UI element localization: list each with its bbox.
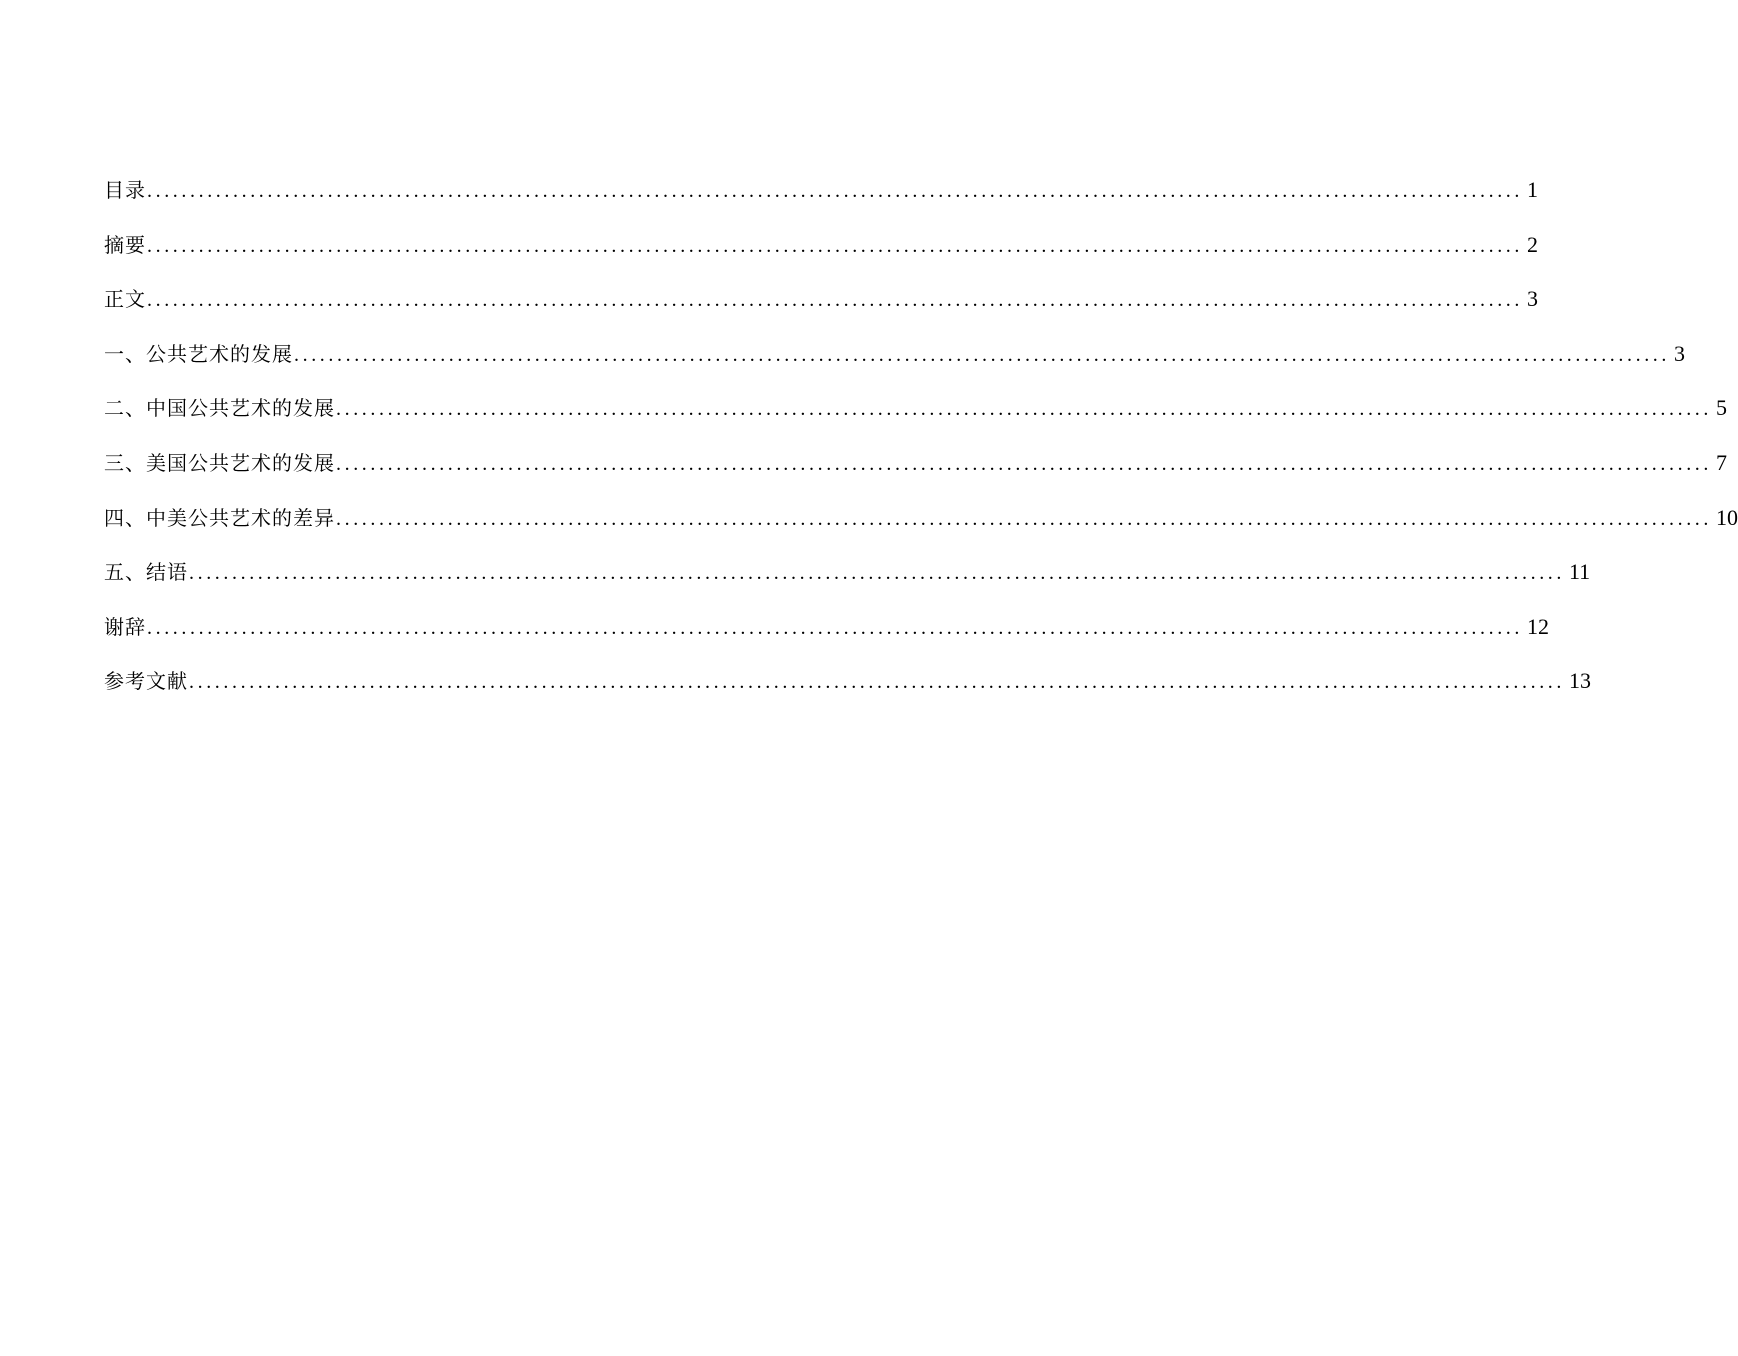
toc-entry-page: 1	[1527, 177, 1538, 202]
toc-entry[interactable]	[104, 172, 1538, 227]
toc-entry-title: 四、中美公共艺术的差异	[104, 505, 335, 530]
toc-entry-page: 13	[1569, 668, 1591, 694]
toc-dot-leader: ................................................................................................................................................................	[147, 234, 1523, 257]
toc-entry-title: 正文	[104, 287, 146, 312]
toc-entry-page: 3	[1674, 340, 1685, 366]
toc-entry[interactable]	[104, 663, 1591, 718]
toc-dot-leader: ................................................................................................................................................................	[336, 398, 1712, 421]
toc-entry-page: 12	[1527, 613, 1549, 639]
toc-dot-leader: ................................................................................................................................................................	[336, 507, 1712, 530]
toc-entry-page: 10	[1716, 504, 1738, 530]
toc-entry[interactable]	[104, 554, 1591, 609]
toc-dot-leader: ................................................................................................................................................................	[294, 343, 1670, 366]
table-of-contents	[104, 172, 1738, 718]
toc-entry-title: 摘要	[104, 232, 146, 257]
toc-entry-page: 3	[1527, 286, 1538, 312]
toc-dot-leader: ................................................................................................................................................................	[147, 180, 1523, 202]
toc-entry-title: 三、美国公共艺术的发展	[104, 450, 335, 475]
toc-entry-title: 五、结语	[104, 560, 188, 585]
toc-entry-page: 7	[1716, 449, 1727, 475]
toc-entry[interactable]	[104, 281, 1538, 336]
toc-entry-title: 谢辞	[104, 614, 146, 639]
toc-dot-leader: ................................................................................................................................................................	[147, 616, 1523, 639]
toc-entry-title: 一、公共艺术的发展	[104, 341, 293, 366]
toc-entry-title: 目录	[104, 178, 146, 202]
toc-entry-title: 二、中国公共艺术的发展	[104, 396, 335, 421]
toc-entry-page: 2	[1527, 231, 1538, 257]
toc-entry[interactable]	[104, 609, 1549, 664]
toc-dot-leader: ................................................................................................................................................................	[189, 562, 1565, 585]
toc-entry[interactable]	[104, 390, 1727, 445]
toc-entry-page: 11	[1569, 559, 1591, 585]
toc-entry-page: 5	[1716, 395, 1727, 421]
toc-dot-leader: ................................................................................................................................................................	[189, 671, 1565, 694]
toc-entry[interactable]	[104, 500, 1738, 555]
toc-entry-title: 参考文献	[104, 669, 188, 694]
toc-entry[interactable]	[104, 445, 1727, 500]
toc-dot-leader: ................................................................................................................................................................	[336, 452, 1712, 475]
toc-entry[interactable]	[104, 336, 1685, 391]
toc-entry[interactable]	[104, 227, 1538, 282]
toc-dot-leader: ................................................................................................................................................................	[147, 289, 1523, 312]
